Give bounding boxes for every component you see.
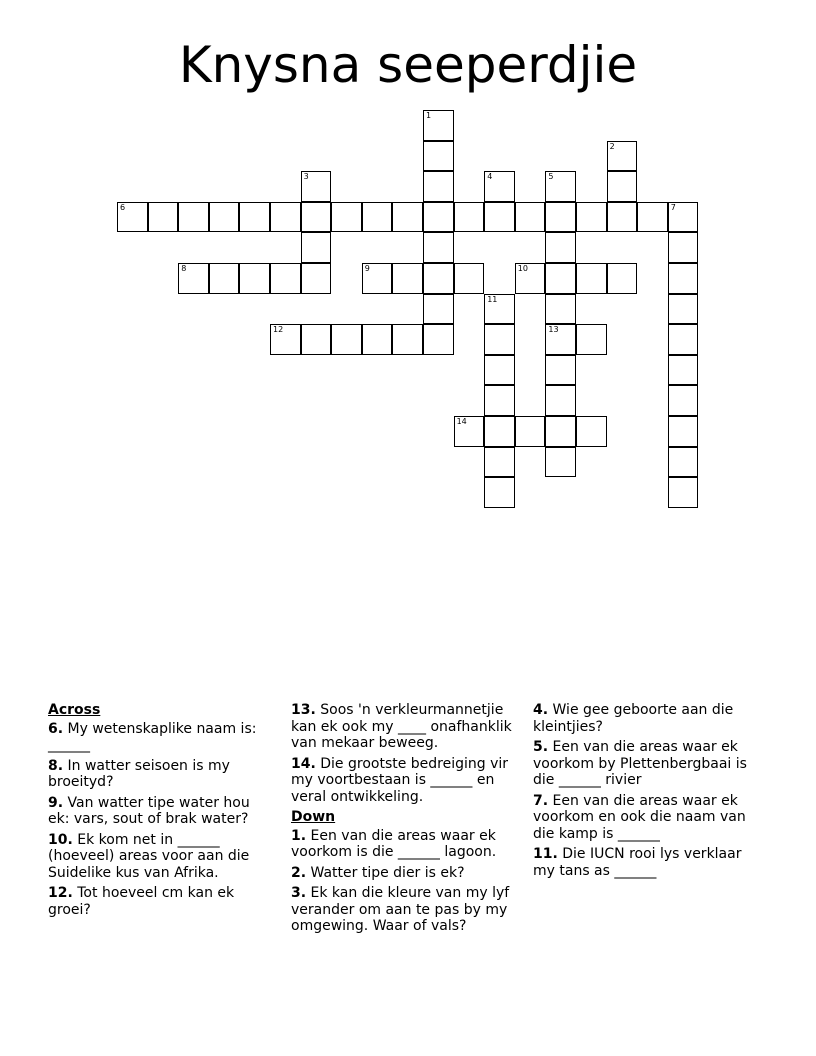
- crossword-cell[interactable]: [239, 202, 270, 233]
- crossword-cell[interactable]: [515, 263, 546, 294]
- crossword-cell[interactable]: [545, 416, 576, 447]
- crossword-cell[interactable]: [454, 202, 485, 233]
- crossword-cell[interactable]: [576, 202, 607, 233]
- crossword-cell[interactable]: [301, 232, 332, 263]
- clue-column-2: [291, 702, 517, 939]
- crossword-cell[interactable]: [668, 355, 699, 386]
- cell-number: 7: [670, 202, 676, 212]
- clue-number: 7.: [533, 792, 549, 809]
- crossword-cell[interactable]: [668, 202, 699, 233]
- clue-number: 4.: [533, 702, 549, 718]
- crossword-cell[interactable]: [270, 202, 301, 233]
- crossword-cell[interactable]: [545, 447, 576, 478]
- clue-section-heading: Across: [48, 702, 101, 718]
- clue-number: 10.: [48, 831, 73, 848]
- cell-number: 1: [426, 111, 432, 120]
- crossword-cell[interactable]: [545, 324, 576, 355]
- crossword-cell[interactable]: [484, 416, 515, 447]
- crossword-cell[interactable]: [392, 202, 423, 233]
- cell-number: 3: [303, 172, 309, 182]
- clue-number: 8.: [48, 757, 64, 774]
- cell-number: 4: [487, 172, 493, 182]
- clue-number: 3.: [291, 885, 307, 901]
- crossword-cell[interactable]: [301, 263, 332, 294]
- crossword-cell[interactable]: [484, 294, 515, 325]
- clue-text: Een van die areas waar ek voorkom en ook die naam van die kamp is ______: [533, 792, 746, 842]
- crossword-cell[interactable]: [209, 263, 240, 294]
- crossword-cell[interactable]: [209, 202, 240, 233]
- clue-text: Een van die areas waar ek voorkom by Plettenbergbaai is die ______ rivier: [533, 739, 747, 788]
- cell-number: 8: [181, 264, 187, 273]
- crossword-cell[interactable]: [484, 171, 515, 202]
- clue-item: [291, 865, 517, 882]
- clue-text: Die IUCN rooi lys verklaar my tans as ______: [533, 846, 742, 879]
- crossword-cell[interactable]: [423, 141, 454, 172]
- crossword-cell[interactable]: [331, 202, 362, 233]
- clue-number: 14.: [291, 755, 316, 772]
- clue-text: Tot hoeveel cm kan ek groei?: [48, 885, 235, 918]
- crossword-cell[interactable]: [668, 385, 699, 416]
- crossword-cell[interactable]: [362, 324, 393, 355]
- clue-column-1: [48, 702, 268, 922]
- clue-text: In watter seisoen is my broeityd?: [48, 757, 230, 790]
- crossword-cell[interactable]: [270, 324, 301, 355]
- crossword-cell[interactable]: [637, 202, 668, 233]
- crossword-cell[interactable]: [607, 141, 638, 172]
- clue-item: [533, 702, 767, 735]
- crossword-cell[interactable]: [423, 110, 454, 141]
- crossword-cell[interactable]: [607, 171, 638, 202]
- clue-number: 1.: [291, 827, 307, 844]
- crossword-cell[interactable]: [545, 355, 576, 386]
- clue-number: 2.: [291, 864, 307, 881]
- crossword-cell[interactable]: [423, 324, 454, 355]
- clue-text: My wetenskaplike naam is: ______: [48, 720, 257, 753]
- crossword-cell[interactable]: [301, 202, 332, 233]
- crossword-cell[interactable]: [668, 263, 699, 294]
- crossword-cell[interactable]: [576, 416, 607, 447]
- crossword-cell[interactable]: [178, 202, 209, 233]
- crossword-cell[interactable]: [331, 324, 362, 355]
- crossword-cell[interactable]: [545, 171, 576, 202]
- page-title: Knysna seeperdjie: [178, 36, 638, 94]
- crossword-cell[interactable]: [362, 202, 393, 233]
- crossword-cell[interactable]: [301, 171, 332, 202]
- clue-text: Ek kan die kleure van my lyf verander om aan te pas by my omgewing. Waar of vals?: [291, 885, 510, 934]
- clue-text: Wie gee geboorte aan die kleintjies?: [533, 702, 734, 735]
- crossword-cell[interactable]: [668, 447, 699, 478]
- clue-item: [533, 793, 767, 843]
- crossword-cell[interactable]: [423, 202, 454, 233]
- cell-number: 11: [487, 294, 498, 304]
- crossword-cell[interactable]: [668, 324, 699, 355]
- crossword-cell[interactable]: [423, 294, 454, 325]
- crossword-cell[interactable]: [117, 202, 148, 233]
- cell-number: 14: [456, 417, 467, 426]
- clue-item: [48, 795, 268, 828]
- crossword-cell[interactable]: [545, 385, 576, 416]
- clue-text: Een van die areas waar ek voorkom is die ______ lagoon.: [291, 827, 497, 860]
- clue-item: [48, 721, 268, 754]
- cell-number: 10: [517, 264, 528, 273]
- clue-item: [291, 828, 517, 861]
- crossword-cell[interactable]: [668, 477, 699, 508]
- clue-number: 12.: [48, 885, 73, 901]
- crossword-cell[interactable]: [607, 202, 638, 233]
- crossword-cell[interactable]: [576, 263, 607, 294]
- clue-number: 9.: [48, 794, 64, 811]
- crossword-cell[interactable]: [392, 324, 423, 355]
- clue-column-3: [533, 702, 767, 883]
- cell-number: 6: [120, 202, 126, 212]
- clue-section-heading: Down: [291, 809, 336, 825]
- clue-number: 13.: [291, 702, 316, 718]
- cell-number: 2: [609, 141, 615, 151]
- crossword-cell[interactable]: [545, 202, 576, 233]
- crossword-cell[interactable]: [362, 263, 393, 294]
- clue-item: [48, 758, 268, 791]
- clue-item: [533, 739, 767, 789]
- cell-number: 12: [273, 325, 284, 335]
- crossword-cell[interactable]: [668, 416, 699, 447]
- clue-text: Soos 'n verkleurmannetjie kan ek ook my ____ onafhanklik van mekaar beweeg.: [291, 702, 512, 751]
- crossword-cell[interactable]: [545, 294, 576, 325]
- crossword-cell[interactable]: [484, 355, 515, 386]
- crossword-cell[interactable]: [484, 477, 515, 508]
- clue-item: [291, 885, 517, 935]
- crossword-cell[interactable]: [484, 447, 515, 478]
- clue-item: [533, 846, 767, 879]
- crossword-cell[interactable]: [545, 232, 576, 263]
- crossword-cell[interactable]: [423, 171, 454, 202]
- crossword-cell[interactable]: [423, 232, 454, 263]
- clue-item: [291, 756, 517, 806]
- clue-text: Van watter tipe water hou ek: vars, sout of brak water?: [48, 794, 250, 827]
- crossword-cell[interactable]: [454, 416, 485, 447]
- clue-item: [48, 885, 268, 918]
- clue-item: [291, 702, 517, 752]
- clue-item: [48, 832, 268, 882]
- crossword-cell[interactable]: [301, 324, 332, 355]
- crossword-cell[interactable]: [484, 202, 515, 233]
- clue-text: Watter tipe dier is ek?: [306, 864, 465, 881]
- crossword-cell[interactable]: [392, 263, 423, 294]
- cell-number: 9: [364, 264, 370, 273]
- clue-number: 11.: [533, 846, 558, 862]
- crossword-cell[interactable]: [607, 263, 638, 294]
- clue-number: 5.: [533, 739, 549, 755]
- crossword-cell[interactable]: [484, 324, 515, 355]
- clue-text: Die grootste bedreiging vir my voortbestaan is ______ en veral ontwikkeling.: [291, 755, 509, 805]
- clue-number: 6.: [48, 720, 64, 737]
- crossword-cell[interactable]: [270, 263, 301, 294]
- crossword-cell[interactable]: [454, 263, 485, 294]
- crossword-cell[interactable]: [239, 263, 270, 294]
- crossword-cell[interactable]: [576, 324, 607, 355]
- crossword-cell[interactable]: [178, 263, 209, 294]
- crossword-cell[interactable]: [148, 202, 179, 233]
- crossword-cell[interactable]: [515, 202, 546, 233]
- cell-number: 13: [548, 325, 559, 335]
- cell-number: 5: [548, 172, 554, 182]
- crossword-cell[interactable]: [668, 232, 699, 263]
- crossword-cell[interactable]: [515, 416, 546, 447]
- crossword-cell[interactable]: [484, 385, 515, 416]
- clue-text: Ek kom net in ______ (hoeveel) areas voor aan die Suidelike kus van Afrika.: [48, 831, 250, 881]
- crossword-cell[interactable]: [545, 263, 576, 294]
- crossword-cell[interactable]: [423, 263, 454, 294]
- crossword-grid: [0, 0, 816, 520]
- crossword-cell[interactable]: [668, 294, 699, 325]
